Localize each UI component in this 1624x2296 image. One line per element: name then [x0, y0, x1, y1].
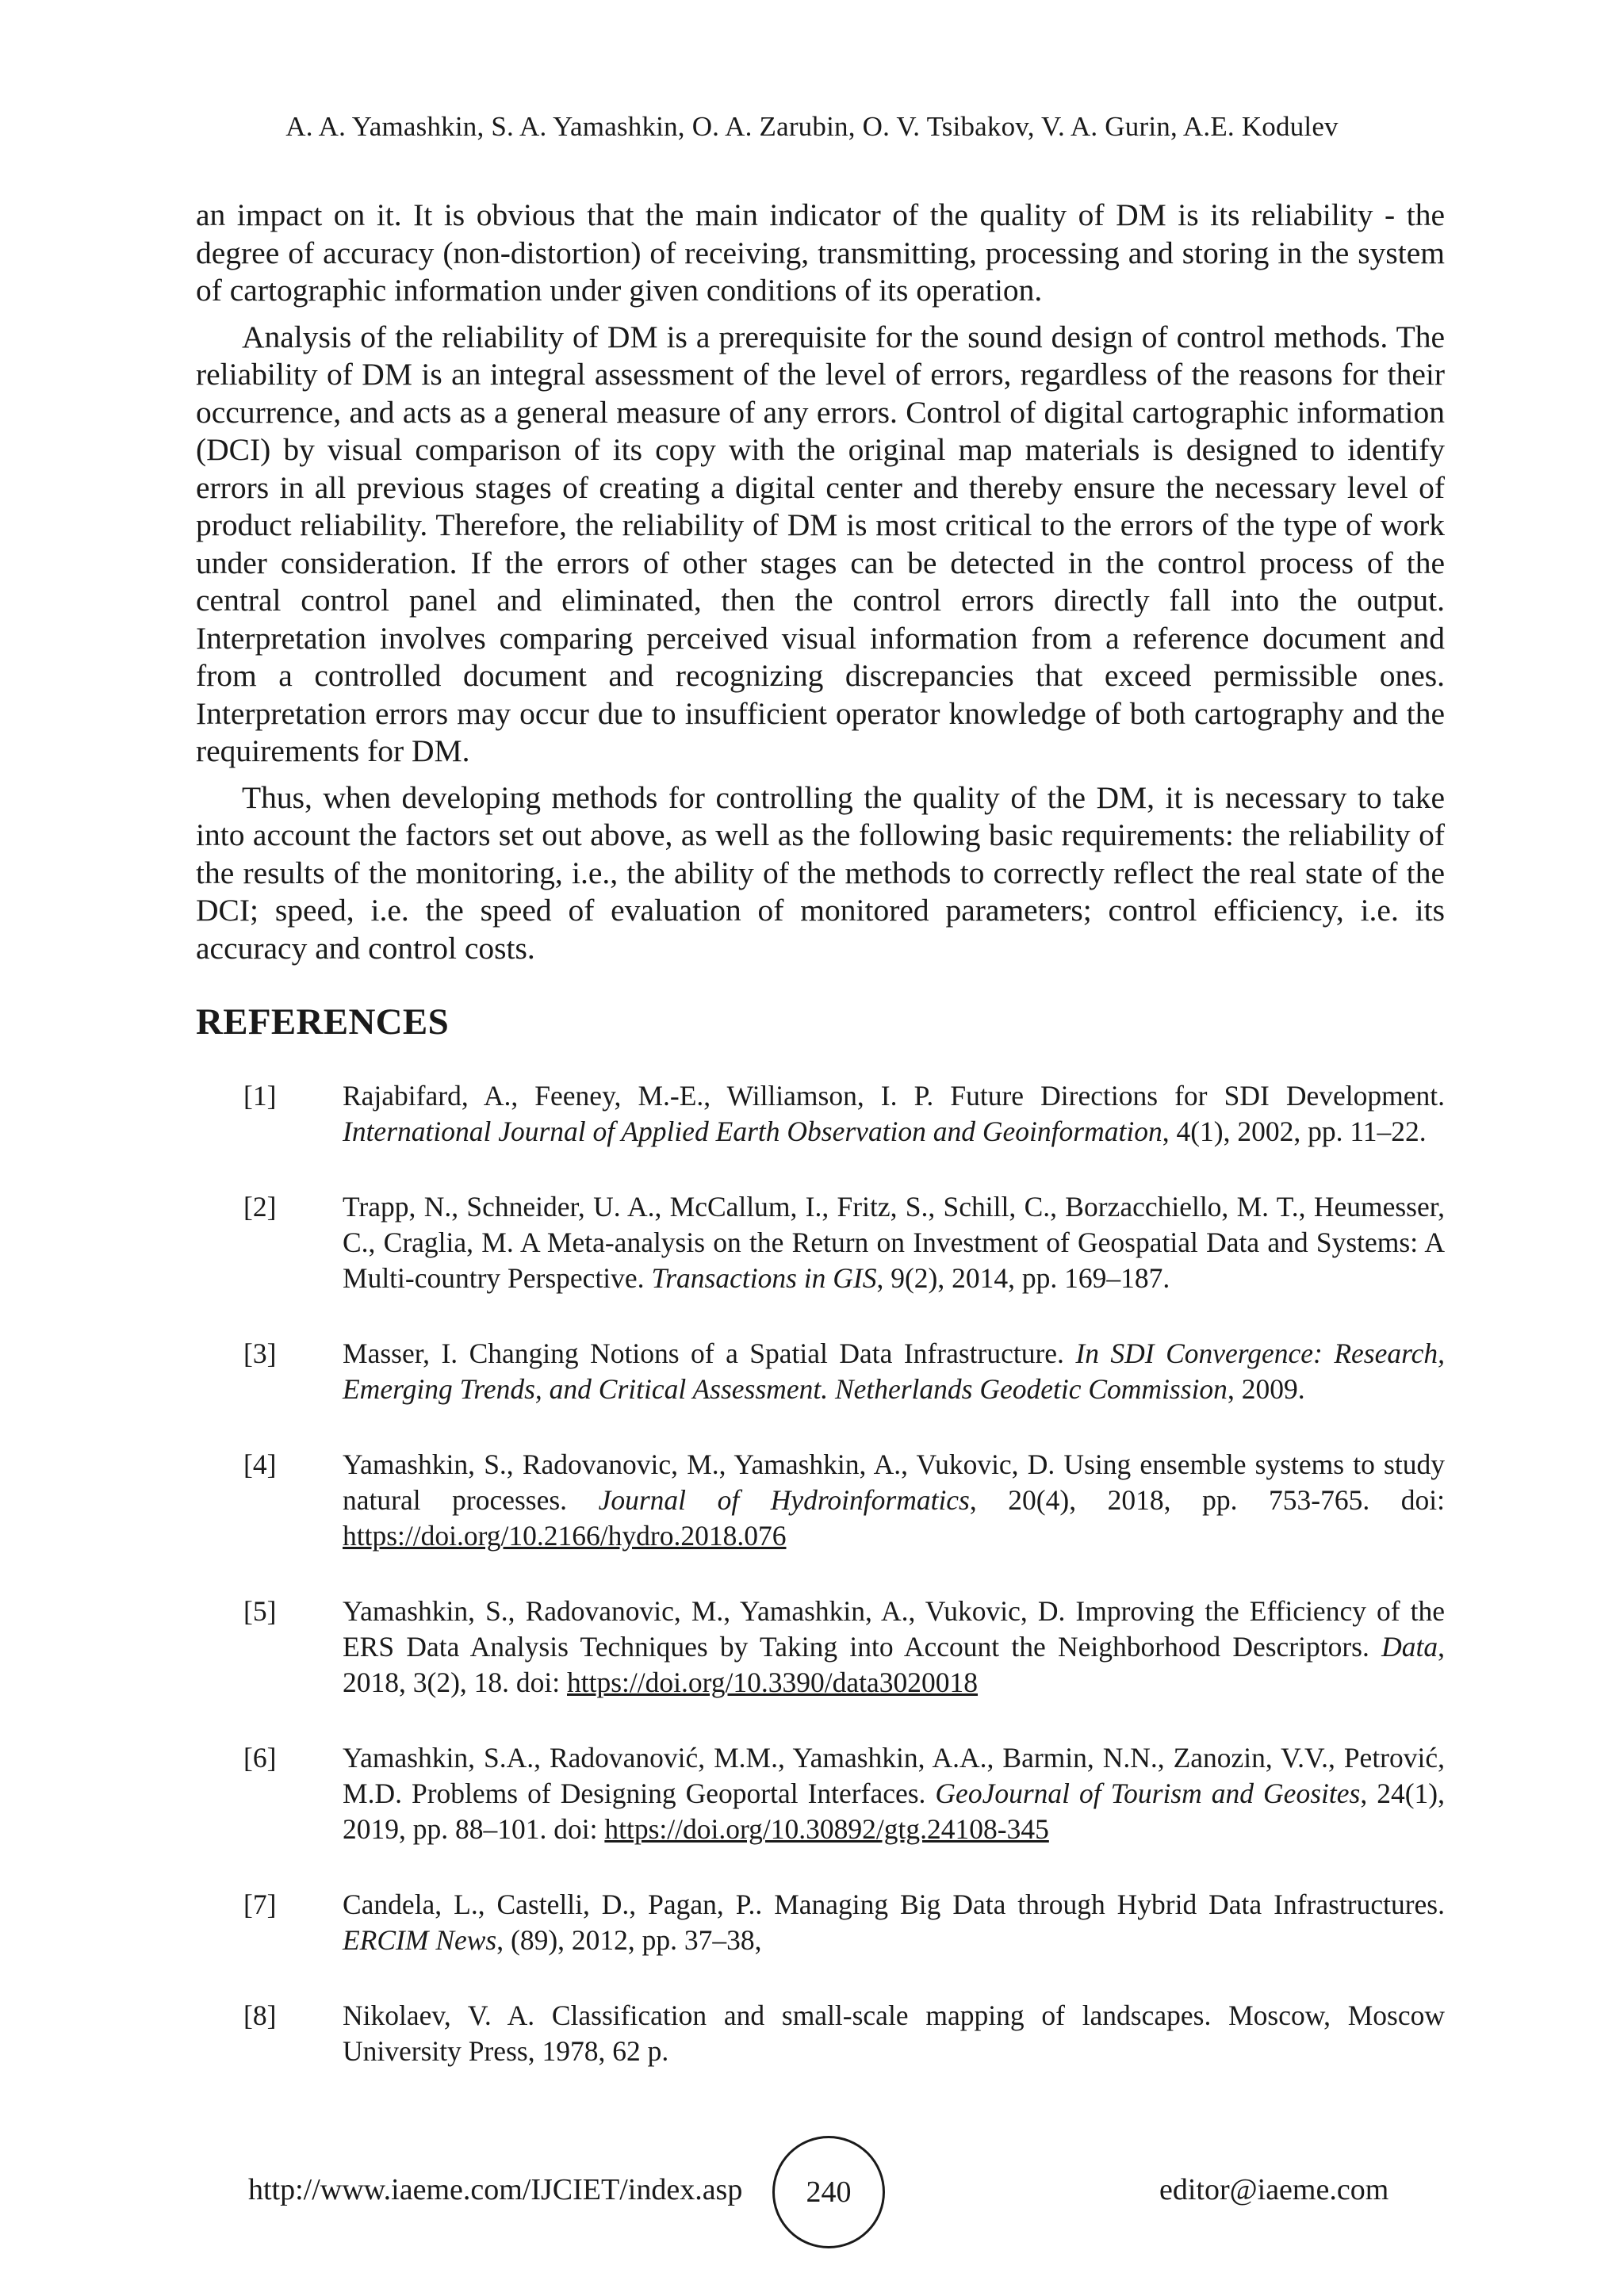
reference-text [343, 1078, 1445, 1150]
body-text [196, 197, 1445, 976]
reference-authors-title: Rajabifard, A., Feeney, M.-E., Williamson, I. P. Future Directions for SDI Development. [343, 1080, 1445, 1112]
running-head: A. A. Yamashkin, S. A. Yamashkin, O. A. Zarubin, O. V. Tsibakov, V. A. Gurin, A.E. Kodulev [285, 111, 1339, 142]
reference-venue: International Journal of Applied Earth Observation and Geoinformation [343, 1115, 1162, 1147]
reference-details: , 2018, 3(2), 18. doi: [343, 1631, 1445, 1698]
reference-details: , (89), 2012, pp. 37–38, [496, 1924, 762, 1956]
reference-text [343, 1740, 1445, 1847]
reference-authors-title: Nikolaev, V. A. Classification and small-scale mapping of landscapes. Moscow, Moscow University Press, 1978, 62 p. [343, 1999, 1445, 2067]
paragraph: Analysis of the reliability of DM is a prerequisite for the sound design of control methods. The reliability of DM is an integral assessment of the level of errors, regardless of the reasons for their occurrence, and acts as a general measure of any errors. Control of digital cartographic information (DCI) by visual comparison of its copy with the original map materials is designed to identify errors in all previous stages of creating a digital center and thereby ensure the necessary level of product reliability. Therefore, the reliability of DM is most critical to the errors of the type of work under consideration. If the errors of other stages can be detected in the control process of the central control panel and eliminated, then the control errors directly fall into the output. Interpretation involves comparing perceived visual information from a reference document and from a controlled document and recognizing discrepancies that exceed permissible ones. Interpretation errors may occur due to insufficient operator knowledge of both cartography and the requirements for DM. [196, 319, 1445, 768]
page-number: 240 [806, 2175, 852, 2209]
reference-doi-link[interactable]: https://doi.org/10.30892/gtg.24108-345 [604, 1813, 1049, 1845]
reference-authors-title: Masser, I. Changing Notions of a Spatial Data Infrastructure. [343, 1337, 1076, 1369]
references-heading: REFERENCES [196, 1001, 450, 1043]
footer-email-link[interactable]: editor@iaeme.com [1159, 2173, 1389, 2206]
reference-item [196, 1189, 1445, 1296]
reference-item [196, 1594, 1445, 1701]
reference-number: [5] [243, 1595, 277, 1627]
reference-authors-title: Yamashkin, S., Radovanovic, M., Yamashkin, A., Vukovic, D. Improving the Efficiency of the ERS Data Analysis Techniques by Taking into Account the Neighborhood Descriptors. [343, 1595, 1445, 1663]
reference-authors-title: Yamashkin, S.A., Radovanović, M.M., Yamashkin, A.A., Barmin, N.N., Zanozin, V.V., Petrović, M.D. Problems of Designing Geoportal Interfaces. [343, 1742, 1445, 1809]
reference-number: [6] [243, 1742, 277, 1774]
footer-url-link[interactable]: http://www.iaeme.com/IJCIET/index.asp [248, 2173, 743, 2206]
reference-venue: Transactions in GIS [651, 1262, 877, 1294]
reference-venue: GeoJournal of Tourism and Geosites [935, 1777, 1361, 1809]
reference-number: [8] [243, 1999, 277, 2031]
reference-text [343, 1594, 1445, 1701]
page-number-badge [772, 2136, 885, 2248]
reference-item [196, 1998, 1445, 2069]
reference-authors-title: Trapp, N., Schneider, U. A., McCallum, I., Fritz, S., Schill, C., Borzacchiello, M. T., Heumesser, C., Craglia, M. A Meta-analysis on the Return on Investment of Geospatial Data and Systems: A Multi-country Perspective. [343, 1191, 1445, 1294]
reference-details: , 2009. [1227, 1373, 1305, 1405]
reference-authors-title: Candela, L., Castelli, D., Pagan, P.. Managing Big Data through Hybrid Data Infrastructures. [343, 1888, 1445, 1920]
reference-venue: In SDI Convergence: Research, Emerging Trends, and Critical Assessment. Netherlands Geodetic Commission [343, 1337, 1445, 1405]
reference-text [343, 1998, 1445, 2069]
reference-text [343, 1336, 1445, 1407]
reference-item [196, 1887, 1445, 1958]
reference-item [196, 1078, 1445, 1150]
reference-doi-link[interactable]: https://doi.org/10.2166/hydro.2018.076 [343, 1520, 787, 1552]
reference-details: , 24(1), 2019, pp. 88–101. doi: [343, 1777, 1445, 1845]
reference-text [343, 1189, 1445, 1296]
reference-doi-link[interactable]: https://doi.org/10.3390/data3020018 [567, 1667, 979, 1698]
reference-details: , 20(4), 2018, pp. 753-765. doi: [969, 1484, 1445, 1516]
reference-number: [3] [243, 1337, 277, 1369]
reference-item [196, 1336, 1445, 1407]
reference-venue: ERCIM News [343, 1924, 497, 1956]
reference-text [343, 1447, 1445, 1554]
reference-number: [4] [243, 1448, 277, 1480]
reference-number: [2] [243, 1191, 277, 1223]
reference-authors-title: Yamashkin, S., Radovanovic, M., Yamashkin, A., Vukovic, D. Using ensemble systems to study natural processes. [343, 1448, 1445, 1516]
paragraph: Thus, when developing methods for controlling the quality of the DM, it is necessary to take into account the factors set out above, as well as the following basic requirements: the reliability of the results of the monitoring, i.e., the ability of the methods to correctly reflect the real state of the DCI; speed, i.e. the speed of evaluation of monitored parameters; control efficiency, i.e. its accuracy and control costs. [196, 779, 1445, 966]
reference-item [196, 1740, 1445, 1847]
reference-venue: Data [1381, 1631, 1438, 1663]
reference-number: [1] [243, 1080, 277, 1112]
reference-item [196, 1447, 1445, 1554]
reference-number: [7] [243, 1888, 277, 1920]
reference-venue: Journal of Hydroinformatics [598, 1484, 970, 1516]
paragraph: an impact on it. It is obvious that the main indicator of the quality of DM is its reliability - the degree of accuracy (non-distortion) of receiving, transmitting, processing and storing in the system of cartographic information under given conditions of its operation. [196, 197, 1445, 308]
reference-details: , 9(2), 2014, pp. 169–187. [876, 1262, 1170, 1294]
reference-details: , 4(1), 2002, pp. 11–22. [1162, 1115, 1427, 1147]
reference-text [343, 1887, 1445, 1958]
references-list [196, 1078, 1445, 2069]
